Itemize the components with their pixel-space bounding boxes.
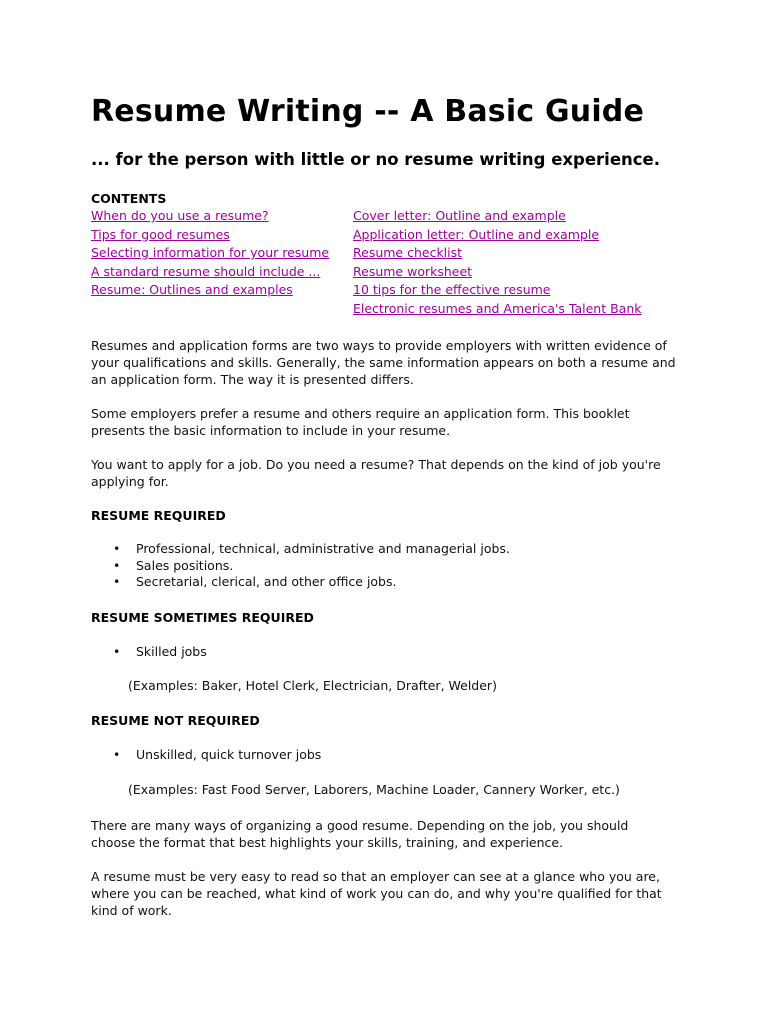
toc-item: [91, 244, 329, 263]
contents-left-column: [91, 207, 329, 300]
bullet-glyph: •: [113, 644, 121, 659]
toc-link-outlines-examples[interactable]: Resume: Outlines and examples: [91, 282, 293, 298]
page-title: Resume Writing -- A Basic Guide: [91, 94, 645, 129]
paragraph-organizing: There are many ways of organizing a good resume. Depending on the job, you should choose the format that best highlights your skills, training, and experience.: [91, 818, 629, 851]
toc-item: [353, 207, 642, 226]
list-item: [91, 644, 207, 661]
list-resume-not-required: [91, 747, 321, 764]
toc-link-electronic-resumes[interactable]: Electronic resumes and America's Talent Bank: [353, 300, 642, 316]
list-resume-required: [91, 541, 510, 591]
toc-link-10-tips[interactable]: 10 tips for the effective resume: [353, 282, 551, 298]
contents-right-column: [353, 207, 642, 319]
toc-link-selecting-info[interactable]: Selecting information for your resume: [91, 245, 330, 261]
heading-resume-not-required: RESUME NOT REQUIRED: [91, 713, 260, 728]
toc-item: [353, 281, 642, 300]
bullet-glyph: •: [113, 541, 121, 556]
list-item-text: Secretarial, clerical, and other office jobs.: [136, 574, 397, 590]
list-item: [91, 747, 321, 764]
list-item: [91, 558, 510, 575]
list-item: [91, 541, 510, 558]
list-item-text: Professional, technical, administrative and managerial jobs.: [136, 541, 510, 556]
list-item-text: Sales positions.: [136, 557, 234, 573]
toc-link-tips[interactable]: Tips for good resumes: [91, 226, 230, 242]
toc-link-application-letter[interactable]: Application letter: Outline and example: [353, 226, 600, 242]
bullet-glyph: •: [113, 574, 121, 590]
heading-resume-sometimes: RESUME SOMETIMES REQUIRED: [91, 610, 314, 625]
toc-link-standard-resume[interactable]: A standard resume should include ...: [91, 263, 321, 279]
bullet-glyph: •: [113, 557, 121, 573]
toc-item: [353, 226, 642, 245]
list-item-text: Skilled jobs: [136, 644, 207, 659]
toc-item: [353, 263, 642, 282]
toc-link-resume-worksheet[interactable]: Resume worksheet: [353, 263, 473, 279]
toc-item: [353, 300, 642, 319]
list-resume-sometimes: [91, 644, 207, 661]
list-item: [91, 574, 510, 591]
bullet-glyph: •: [113, 747, 121, 762]
contents-heading: CONTENTS: [91, 191, 167, 206]
heading-resume-required: RESUME REQUIRED: [91, 508, 226, 523]
toc-item: [91, 226, 329, 245]
toc-link-when-to-use[interactable]: When do you use a resume?: [91, 208, 269, 223]
toc-link-cover-letter[interactable]: Cover letter: Outline and example: [353, 208, 566, 223]
paragraph-preference: Some employers prefer a resume and others require an application form. This booklet presents the basic information to include in your resume.: [91, 406, 630, 439]
examples-not-required: (Examples: Fast Food Server, Laborers, Machine Loader, Cannery Worker, etc.): [128, 782, 620, 797]
toc-item: [91, 281, 329, 300]
toc-link-resume-checklist[interactable]: Resume checklist: [353, 245, 463, 261]
list-item-text: Unskilled, quick turnover jobs: [136, 747, 322, 762]
paragraph-need-resume: You want to apply for a job. Do you need a resume? That depends on the kind of job you're applying for.: [91, 457, 661, 490]
toc-item: [353, 244, 642, 263]
paragraph-easy-to-read: A resume must be very easy to read so that an employer can see at a glance who you are, where you can be reached, what kind of work you can do, and why you're qualified for that kind of work.: [91, 869, 662, 919]
page-subtitle: ... for the person with little or no resume writing experience.: [91, 150, 661, 169]
paragraph-intro: Resumes and application forms are two ways to provide employers with written evidence of your qualifications and skills. Generally, the same information appears on both a resume and an application form. The way it is presented differs.: [91, 338, 676, 388]
toc-item: [91, 207, 329, 226]
examples-sometimes: (Examples: Baker, Hotel Clerk, Electrician, Drafter, Welder): [128, 678, 497, 693]
toc-item: [91, 263, 329, 282]
